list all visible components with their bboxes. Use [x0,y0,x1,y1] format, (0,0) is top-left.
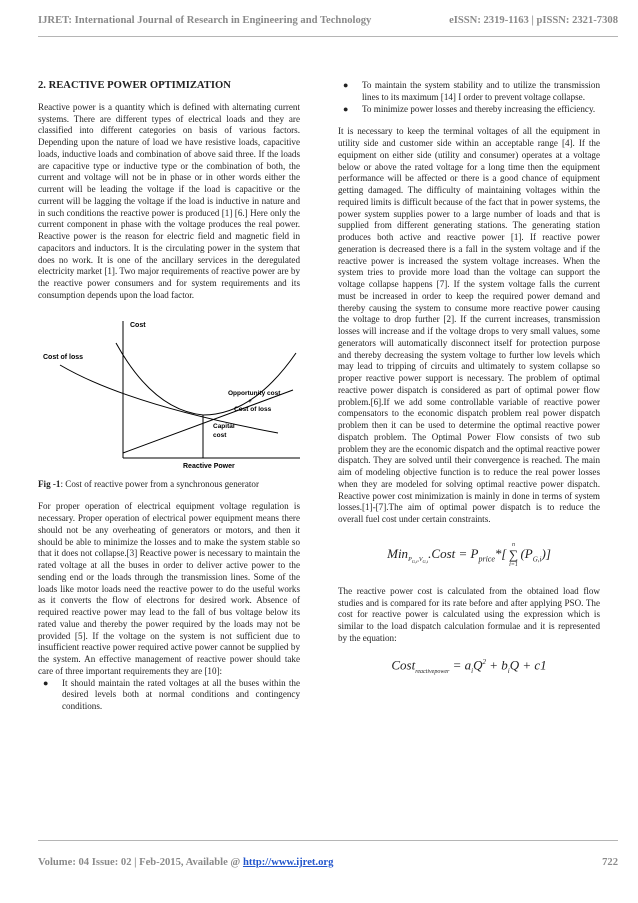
paragraph-3: It is necessary to keep the terminal voltages of all the equipment in utility side and customer side within an acceptable range [4]. If the equipment on either side (utility and consumer) operates at a voltage below or above the rated voltage for a long time then the equipment performance will be affected or there is a good chance of equipment getting damaged. The difficulty of maintaining voltages within the required limits is difficult because of the fact that in power systems, the power system supplies power to a large number of loads and that is supplied from different generating stations. The generating station produces both active and reactive power [1]. If reactive power generation is decreased there is a fall in the system voltage and if the reactive power is increased the system voltage increases. When the system tries to provide more load than the voltage can support the voltage collapse happens [7]. If the system voltage falls the current must be increased in order to keep the required power demand and thereby causing the system to consume more reactive power causing the voltage to drop further [2]. If the current increases, transmission losses will increase and if the voltage drops to very small values, some generators will automatically disconnect itself for protection purpose and thereby decreasing the system voltage to further low levels which may lead to tripping of circuits and ultimately to system collapse so proper reactive power support is necessary. The problem of optimal reactive power dispatch is considered as part of optimal power flow problem.[6].If we add some controllable variable of reactive power compensators to the economic dispatch problem real power dispatch problem then it can be used to determine the optimal reactive power dispatch problem. The Optimal Power Flow consists of two sub problem they are the economic dispatch and the optimal reactive power dispatch. They are solved until their convergence is reached. The main aim of modeling objective function is to reduce the real power losses when they are modeled for solving optimal reactive power dispatch. Reactive power cost minimization is mainly in done in terms of system losses.[1]-[7].The aim of optimal power dispatch is to reduce the overall fuel cost under certain constraints. [338,126,600,524]
bullet-icon: ● [343,80,349,90]
figure-1 [38,315,300,470]
page-header [38,15,618,35]
label-plus: + [248,397,252,405]
label-cost-of-loss: Cost of loss [43,353,84,361]
header-rule [38,36,618,37]
paragraph-4: The reactive power cost is calculated from the obtained load flow studies and is compared for its rate before and after applying PSO. The cost for reactive power is calculated using the expression which is similar to the load dispatch calculation formulae and it is represented by the equation: [338,585,600,643]
label-capital: Capital [213,422,235,430]
bullet-item: ● It should maintain the rated voltages at all the buses within the desired levels both at normal conditions and contingency conditions. [43,677,300,711]
label-opportunity: Opportunity cost [228,389,281,397]
reactive-power-cost-chart [38,315,300,470]
right-column [338,80,600,678]
bullet-item: ● To maintain the system stability and to utilize the transmission lines to its maximum [14] I order to prevent voltage collapse. [343,80,600,102]
journal-name: IJRET: International Journal of Research in Engineering and Technology [38,15,372,26]
issn: eISSN: 2319-1163 | pISSN: 2321-7308 [449,15,618,26]
bullet-list-left [38,678,300,713]
journal-link[interactable]: http://www.ijret.org [242,857,334,868]
page-number: 722 [602,857,618,868]
figure-caption [38,479,300,491]
paragraph-1: Reactive power is a quantity which is defined with alternating current systems. There are different types of electrical loads and they are classified into different categories on basis of various factors. Depending upon the nature of load we have resistive loads, capacitive loads, inductive loads and combination of above said three. If the loads are capacitive type or inductive type or the combination of both, the current and voltage will not be in phase or in other words either the current will be leading the voltage if the load is capacitive or the current will be lagging the voltage if the load is inductive in nature and in such conditions the reactive power is produced [1] [6.] Here only the current component in phase with the voltage produces the real power. Reactive power is the reason for electric field and magnetic field in capacitors and inductors. It is the circulating power in the system that does no work. It is one of the ancillary services in the deregulated electricity market [1]. Two major requirements of reactive power are by the reactive power consumers and for system requirements and its consumption depends upon the load factor. [38,101,300,300]
bullet-list-right [338,80,600,115]
label-cost: Cost [130,321,146,329]
bullet-icon: ● [343,103,349,114]
label-reactive-power: Reactive Power [183,462,235,470]
footer-rule [38,840,618,841]
bullet-icon: ● [43,677,49,688]
equation-2: Cost$_{reactivepower}$ = $a_iQ^2 + b_iQ + c1$ [391,656,547,675]
paragraph-2: For proper operation of electrical equipment voltage regulation is necessary. Proper operation of electrical power equipment means there should not be any overheating of generators or motors, and then it should be able to minimize the losses and to make the system stable so that it does not collapse.[3] Reactive power is necessary to maintain the rated voltage at all the buses in order to deliver active power to the sending end or the loads through the transmission lines. Some of the loads like motor loads need the reactive power to do the useful works as it converts the flow of electrons for desired work. Absence of required reactive power may lead to the fall of bus voltage below its rated value and thereby the power required by the loads may not be provided [5]. If the voltage on the system is not sufficient due to insufficient reactive power required active power cannot be supplied by the system. An effective management of reactive power should take care of three important requirements they are [10]: [38,501,300,676]
left-column [38,80,300,713]
cost-of-loss-curve [60,365,278,433]
total-cost-curve [116,343,296,415]
figure-caption-text: : Cost of reactive power from a synchronous generator [60,478,259,489]
label-capital-2: cost [213,431,227,439]
figure-label: Fig -1 [38,478,61,489]
page-footer [38,857,618,868]
volume-info: Volume: 04 Issue: 02 | Feb-2015, Available @ [38,857,243,868]
equation-1: Min$_{P_{G,i},V_{G,i}}$.Cost = $P_{price}*$[ n ∑ i=1 $(P_{G,i})$] [387,541,551,568]
label-cost-of-loss-2: Cost of loss [234,405,272,413]
capital-cost-line [123,390,293,453]
section-title: 2. REACTIVE POWER OPTIMIZATION [38,80,231,91]
bullet-item: ● To minimize power losses and thereby increasing the efficiency. [343,103,596,114]
